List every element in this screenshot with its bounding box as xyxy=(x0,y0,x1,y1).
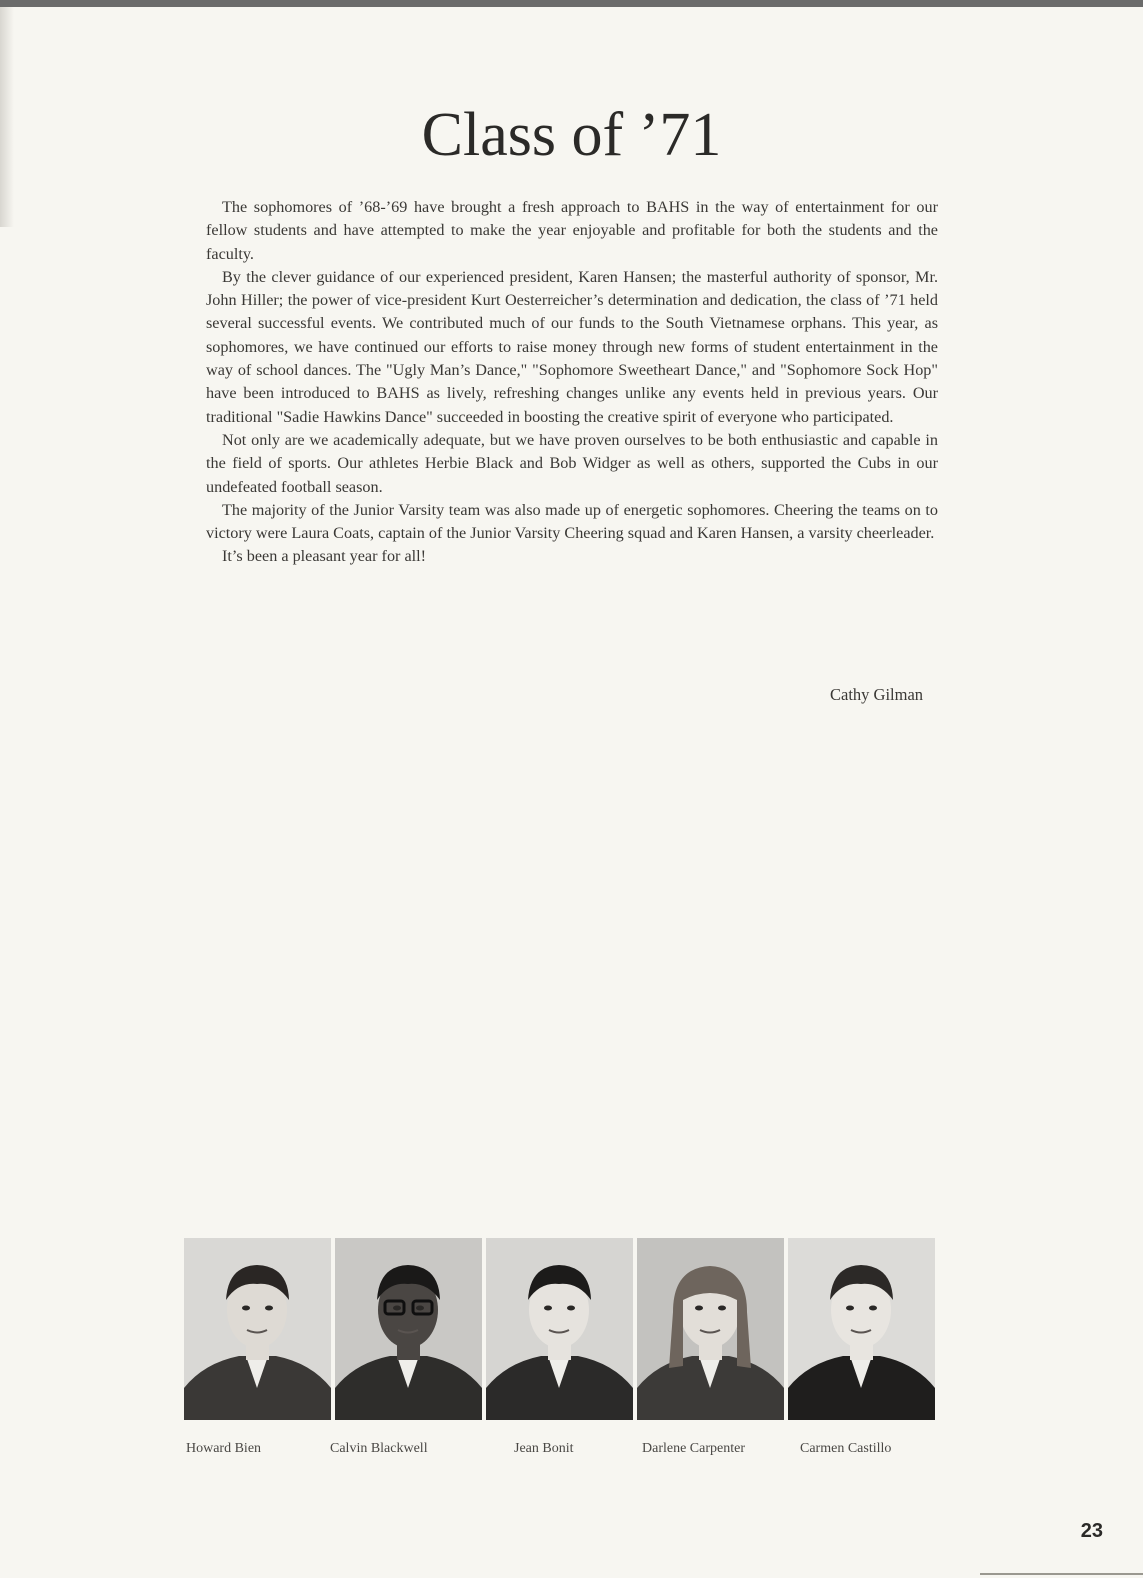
portrait-caption: Calvin Blackwell xyxy=(330,1441,428,1456)
article-body xyxy=(206,196,938,569)
portrait-eye xyxy=(869,1306,877,1311)
portrait-caption: Jean Bonit xyxy=(514,1441,574,1456)
portrait-eye xyxy=(846,1306,854,1311)
portrait-photo xyxy=(486,1238,633,1420)
portrait-eye xyxy=(718,1306,726,1311)
portrait-row xyxy=(184,1238,935,1420)
portrait-caption: Carmen Castillo xyxy=(800,1441,892,1456)
article-paragraph: By the clever guidance of our experienced president, Karen Hansen; the masterful authority of sponsor, Mr. John Hiller; the power of vice-president Kurt Oesterreicher’s determination and dedication, the class of ’71 held several successful events. We contributed much of our funds to the South Vietnamese orphans. This year, as sophomores, we have continued our efforts to raise money through new forms of student entertainment in the way of school dances. The "Ugly Man’s Dance," "Sophomore Sweetheart Dance," and "Sophomore Sock Hop" have been introduced to BAHS as lively, refreshing changes unlike any events held in previous years. Our traditional "Sadie Hawkins Dance" succeeded in boosting the creative spirit of everyone who participated. xyxy=(206,267,938,426)
scan-top-edge xyxy=(0,0,1143,7)
portrait-illustration xyxy=(486,1238,633,1420)
article-paragraph: The sophomores of ’68-’69 have brought a fresh approach to BAHS in the way of entertainment for our fellow students and have attempted to make the year enjoyable and profitable for both the students and the faculty. xyxy=(206,198,938,263)
page-title: Class of ’71 xyxy=(421,101,722,169)
portrait-photo xyxy=(637,1238,784,1420)
page-number: 23 xyxy=(1080,1520,1103,1542)
article-paragraph: Not only are we academically adequate, but we have proven ourselves to be both enthusiastic and capable in the field of sports. Our athletes Herbie Black and Bob Widger as well as others, supported the Cubs in our undefeated football season. xyxy=(206,430,938,496)
portrait-eye xyxy=(567,1306,575,1311)
portrait-illustration xyxy=(335,1238,482,1420)
article-paragraph: It’s been a pleasant year for all! xyxy=(222,547,427,566)
portrait-eye xyxy=(393,1306,401,1311)
portrait-caption: Howard Bien xyxy=(186,1441,262,1456)
portrait-photo xyxy=(335,1238,482,1420)
portrait-eye xyxy=(265,1306,273,1311)
portrait-eye xyxy=(544,1306,552,1311)
portrait-illustration xyxy=(637,1238,784,1420)
portrait-photo xyxy=(184,1238,331,1420)
author-signature: Cathy Gilman xyxy=(830,685,924,704)
article-paragraph: The majority of the Junior Varsity team was also made up of energetic sophomores. Cheering the teams on to victory were Laura Coats, captain of the Junior Varsity Cheering squad and Karen Hansen, a varsity cheerleader. xyxy=(206,500,938,543)
scan-bottom-rule xyxy=(980,1573,1143,1575)
portrait-eye xyxy=(416,1306,424,1311)
portrait-illustration xyxy=(788,1238,935,1420)
portrait-eye xyxy=(695,1306,703,1311)
portrait-illustration xyxy=(184,1238,331,1420)
portrait-photo xyxy=(788,1238,935,1420)
portrait-caption: Darlene Carpenter xyxy=(642,1441,745,1456)
portrait-captions xyxy=(184,1441,935,1465)
portrait-eye xyxy=(242,1306,250,1311)
